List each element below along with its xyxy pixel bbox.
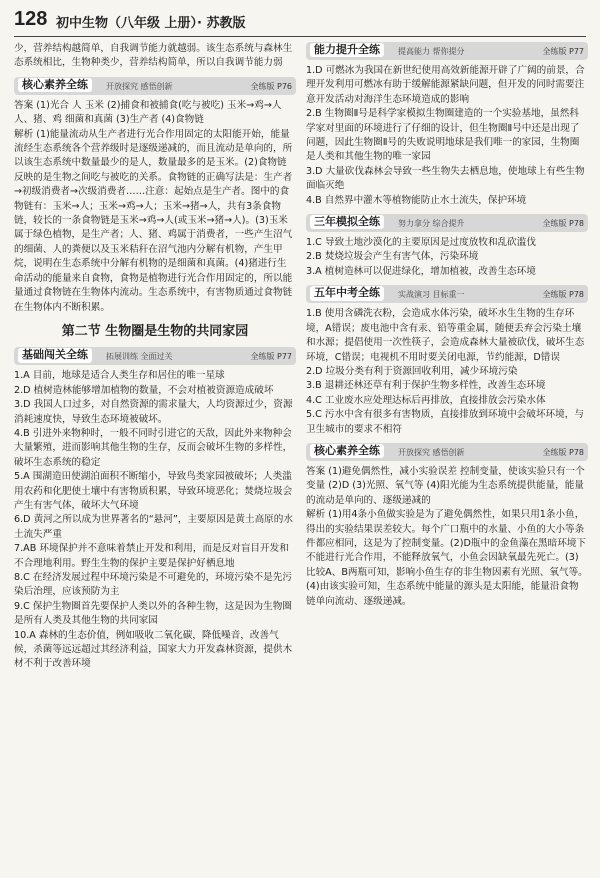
- intro-text: 少，营养结构越简单，自我调节能力就越弱。该生态系统与森林生态系统相比，生物种类少，营养结构简单，所以自我调节能力弱: [14, 43, 293, 69]
- answer-item: 5.A 围湖造田使湖泊面积不断缩小，导致鸟类家园被破坏；人类滥用农药和化肥使土壤中有害物质积累，导致环境恶化；焚烧垃圾会产生有害气体，破坏大气环境: [14, 471, 293, 511]
- answer-item: 7.AB 环境保护并不意味着禁止开发和利用，而是反对盲目开发和不合理地利用。野生生物的保护主要是保护好栖息地: [14, 543, 289, 569]
- answer-item: 2.D 植树造林能够增加植物的数量，不会对植被资源造成破坏: [14, 384, 274, 396]
- band-slogan: 开放探究 感悟创新: [398, 447, 465, 457]
- page-number: 128: [14, 8, 48, 30]
- band-title: 五年中考全练: [310, 286, 384, 300]
- band-ref: 全练版 P77: [250, 352, 292, 362]
- band-slogan: 实战演习 目标重一: [398, 290, 465, 300]
- band-three-year: [306, 214, 588, 232]
- answer-item: 2.D 垃圾分类有利于资源回收利用，减少环境污染: [306, 365, 518, 377]
- answer-item: 10.A 森林的生态价值，例如吸收二氧化碳，降低噪音，改善气候，杀菌等远远超过其经济利益，国家大力开发森林资源，提供木材不利于改善环境: [14, 629, 293, 670]
- band-ref: 全练版 P77: [542, 47, 584, 56]
- band-ref: 全练版 P78: [542, 290, 584, 300]
- answer-item: 1.B 使用含磷洗衣粉，会造成水体污染，破坏水生生物的生存环境，A错误；废电池中含有汞、铅等重金属，随便丢弃会污染土壤和水源；提倡使用一次性筷子，会造成森林大量被砍伐，破坏生态环境，C错误；电视机不用时要关闭电源，节约能源，D错误: [306, 308, 585, 363]
- answer-item: 6.D 黄河之所以成为世界著名的“悬河”，主要原因是黄土高原的水土流失严重: [14, 514, 293, 540]
- band-ref: 全练版 P76: [250, 81, 292, 91]
- band-ref: 全练版 P78: [542, 447, 584, 457]
- page-header: [14, 6, 586, 37]
- answer-item: 5.C 污水中含有很多有害物质，直接排放到环境中会破坏环境，与卫生城市的要求不相符: [306, 409, 584, 435]
- band-core-literacy-left: [14, 77, 296, 95]
- band-five-year: [306, 285, 588, 303]
- band-title: 基础闯关全练: [18, 348, 92, 362]
- band-slogan: 开放探究 感悟创新: [106, 81, 173, 91]
- section-title: 第二节 生物圈是生物的共同家园: [61, 323, 249, 339]
- answer-item: 1.C 导致土地沙漠化的主要原因是过度放牧和乱砍滥伐: [306, 237, 536, 249]
- analysis-text: 解析 (1)用4条小鱼做实验是为了避免偶然性，如果只用1条小鱼，得出的实验结果误差较大。每个广口瓶中的水量、小鱼的大小等条件都应相同，这是为了控制变量。(2)D瓶中的金鱼藻在黑暗环境下不能进行光合作用，不能释放氧气，小鱼会因缺氧最先死亡。(3)比较A、B两瓶可知，影响小鱼生存的非生物因素有光照、氧气等。(4)由该实验可知，生态系统中能量的源头是太阳能，能量沿食物链单向流动、逐级递减。: [306, 509, 588, 607]
- answer-text: 答案 (1)避免偶然性，减小实验误差 控制变量，使该实验只有一个变量 (2)D (3)光照、氧气等 (4)阳光能为生态系统提供能量，能量的流动是单向的、逐级递减的: [306, 465, 585, 506]
- answer-item: 8.C 在经济发展过程中环境污染是不可避免的，环境污染不是先污染后治理，应该预防为主: [14, 572, 292, 598]
- answer-text: 答案 (1)光合 人 玉米 (2)捕食和被捕食(吃与被吃) 玉米→鸡→人 人、猪、鸡 细菌和真菌 (3)生产者 (4)食物链: [14, 99, 282, 126]
- band-core-literacy-right: [306, 443, 588, 461]
- answer-item: 2.B 生物圈Ⅱ号是科学家模拟生物圈建造的一个实验基地，虽然科学家对里面的环境进行了仔细的设计，但生物圈Ⅱ号中还是出现了问题，因此生物圈Ⅱ号的失败说明地球是我们唯一的家园，生物圈是人类和其他生物的唯一家园: [306, 108, 580, 163]
- book-title: 初中生物（八年级 上册）· 苏教版: [56, 16, 246, 31]
- answer-item: 3.A 植树造林可以促进绿化，增加植被，改善生态环境: [306, 265, 536, 277]
- answer-item: 3.D 大量砍伐森林会导致一些生物失去栖息地，使地球上有些生物面临灭绝: [306, 165, 585, 192]
- left-column: [14, 42, 296, 672]
- right-column: [306, 42, 588, 609]
- band-title: 核心素养全练: [310, 444, 384, 458]
- analysis-text: 解析 (1)能量流动从生产者进行光合作用固定的太阳能开始，能量流经生态系统各个营养级时是逐级递减的，而且流动是单向的，所以该生态系统中数量最少的是人，数量最多的是玉米。(2)食物链反映的是生物之间吃与被吃的关系。食物链的正确写法是：生产者→初级消费者→次级消费者……注意：起始点是生产者。图中的食物链有：玉米→人；玉米→鸡→人；玉米→猪→人，共有3条食物链，较长的一条食物链是玉米→鸡→人(或玉米→猪→人)。(3)玉米属于绿色植物，是生产者；人、猪、鸡属于消费者，一些产生沼气的细菌、人的粪便以及玉米秸秆在沼气池内分解有机物，产生甲烷，说明在生态系统中分解有机物的是细菌和真菌。(4)猪进行生命活动的能量来自食物，食物是植物进行光合作用固定的，所以能量通过食物链在生物体内流动。生态系统中，有害物质通过食物链在生物体内不断积累。: [14, 128, 293, 313]
- answer-item: 4.C 工业废水应处理达标后再排放，直接排放会污染水体: [306, 394, 546, 406]
- band-ability: [306, 42, 588, 60]
- band-title: 三年模拟全练: [310, 215, 384, 229]
- band-ref: 全练版 P78: [542, 219, 584, 229]
- band-slogan: 努力拿分 综合提升: [398, 219, 465, 229]
- answer-item: 3.B 退耕还林还草有利于保护生物多样性，改善生态环境: [306, 380, 546, 392]
- answer-item: 2.B 焚烧垃圾会产生有害气体，污染环境: [306, 251, 479, 263]
- answer-item: 9.C 保护生物圈首先要保护人类以外的各种生物，这是因为生物圈是所有人类及其他生物的共同家园: [14, 600, 292, 627]
- band-slogan: 提高能力 帮你提分: [398, 47, 465, 56]
- answer-item: 1.D 可燃冰为我国在新世纪使用高效新能源开辟了广阔的前景，合理开发利用可燃冰有助于缓解能源紧缺问题，但开发的同时需要注意开发活动对海洋生态环境造成的影响: [306, 65, 585, 105]
- band-slogan: 拓展训练 全面过关: [106, 352, 173, 362]
- answer-item: 3.D 我国人口过多，对自然资源的需求量大，人均资源过少，资源消耗速度快，导致生态环境被破坏。: [14, 399, 293, 425]
- answer-item: 4.B 引进外来物种时，一般不同时引进它的天敌，因此外来物种会大量繁殖，进而影响其他生物的生存，反而会破坏生物的多样性，破坏生态系统的稳定: [14, 427, 293, 468]
- answer-item: 4.B 自然界中灌木等植物能防止水土流失，保护环境: [306, 194, 527, 206]
- answer-item: 1.A 目前，地球是适合人类生存和居住的唯一星球: [14, 370, 225, 382]
- band-title: 能力提升全练: [310, 43, 384, 57]
- band-basic: [14, 347, 296, 365]
- band-title: 核心素养全练: [18, 78, 92, 92]
